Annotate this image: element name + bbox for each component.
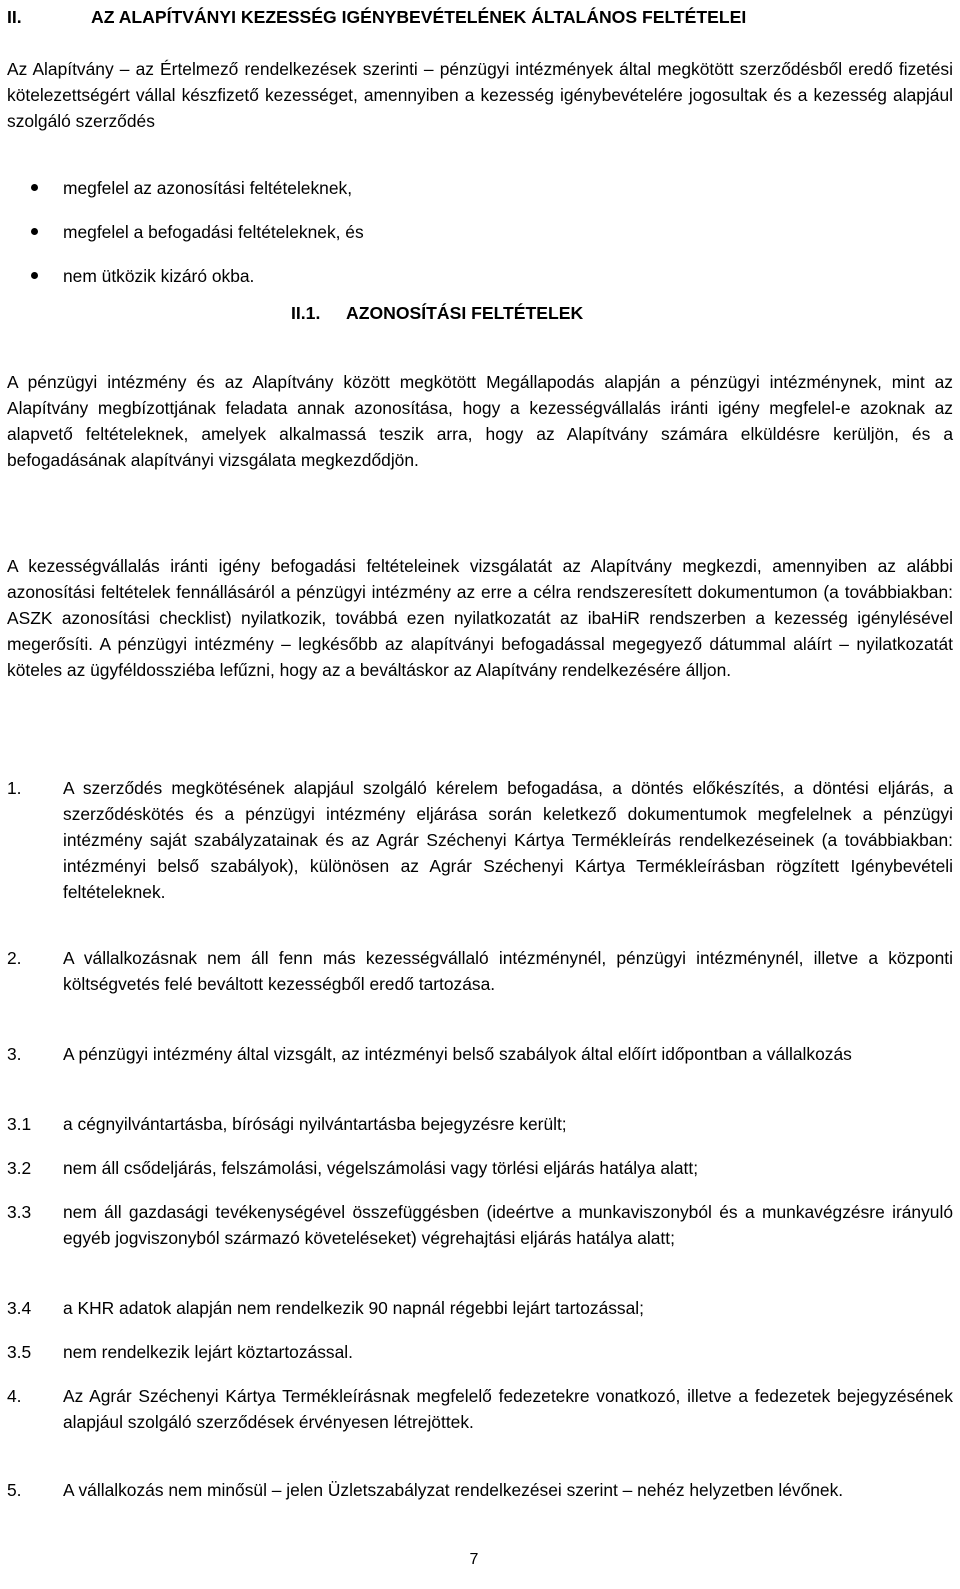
- bullet-icon: [31, 272, 38, 279]
- numbered-item: [7, 1041, 953, 1067]
- numbered-item: [7, 775, 953, 905]
- numbered-item: [7, 1295, 953, 1321]
- item-number: 3.3: [7, 1202, 32, 1222]
- bullet-icon: [31, 184, 38, 191]
- list-item-text: megfelel az azonosítási feltételeknek,: [63, 178, 353, 198]
- numbered-item: [7, 1383, 953, 1435]
- subsection-heading: [291, 300, 583, 326]
- item-number: 3.1: [7, 1114, 32, 1134]
- page-number: 7: [469, 1551, 479, 1568]
- subsection-number: II.1.: [291, 303, 321, 323]
- item-number: 3.: [7, 1044, 22, 1064]
- item-text: A vállalkozás nem minősül – jelen Üzletszabályzat rendelkezései szerint – nehéz helyzetben lévőnek.: [63, 1480, 844, 1500]
- intro-paragraph: Az Alapítvány – az Értelmező rendelkezések szerinti – pénzügyi intézmények által megkötött szerződésből eredő fizetési kötelezettségért vállal készfizető kezességet, amennyiben a kezesség igénybevételére jogosultak és a kezesség alapjául szolgáló szerződés: [7, 59, 953, 131]
- item-text: nem áll gazdasági tevékenységével összefüggésben (ideértve a munkaviszonyból és a munkavégzésre irányuló egyéb jogviszonyból származó követeléseket) végrehajtási eljárás hatálya alatt;: [63, 1202, 953, 1248]
- section-number: II.: [7, 7, 22, 27]
- item-text: nem rendelkezik lejárt köztartozással.: [63, 1342, 353, 1362]
- paragraph: A pénzügyi intézmény és az Alapítvány között megkötött Megállapodás alapján a pénzügyi intézménynek, mint az Alapítvány megbízottjának feladata annak azonosítása, hogy a kezességvállalás iránti igény megfelel-e azoknak az alapvető feltételeknek, amelyek alkalmassá teszik arra, hogy az Alapítvány számára elküldésre kerüljön, és a befogadásának alapítványi vizsgálata megkezdődjön.: [7, 372, 953, 470]
- item-text: a KHR adatok alapján nem rendelkezik 90 napnál régebbi lejárt tartozással;: [63, 1298, 644, 1318]
- numbered-item: [7, 1111, 953, 1137]
- item-number: 5.: [7, 1480, 22, 1500]
- paragraph: A kezességvállalás iránti igény befogadási feltételeinek vizsgálatát az Alapítvány megkezdi, amennyiben az alábbi azonosítási feltételek fennállásáról a pénzügyi intézmény az erre a célra rendszeresített dokumentumon (a továbbiakban: ASZK azonosítási checklist) nyilatkozik, továbbá ezen nyilatkozatát az ibaHiR rendszerben a kezesség igénylésével megerősíti. A pénzügyi intézmény – legkésőbb az alapítványi befogadással megegyező dátummal aláírt – nyilatkozatát köteles az ügyféldossziéba lefűzni, hogy az a beváltáskor az Alapítvány rendelkezésére álljon.: [7, 556, 953, 680]
- item-number: 3.5: [7, 1342, 32, 1362]
- item-text: A vállalkozásnak nem áll fenn más kezességvállaló intézménynél, pénzügyi intézménynél, illetve a központi költségvetés felé beváltott kezességből eredő tartozása.: [63, 948, 953, 994]
- item-number: 3.4: [7, 1298, 32, 1318]
- item-text: a cégnyilvántartásba, bírósági nyilvántartásba bejegyzésre került;: [63, 1114, 567, 1134]
- list-item-text: nem ütközik kizáró okba.: [63, 266, 255, 286]
- numbered-item: [7, 1477, 953, 1503]
- item-number: 1.: [7, 778, 22, 798]
- item-number: 2.: [7, 948, 22, 968]
- section-heading: [7, 6, 952, 28]
- numbered-item: [7, 1155, 953, 1181]
- numbered-item: [7, 945, 953, 997]
- numbered-item: [7, 1199, 953, 1251]
- bullet-icon: [31, 228, 38, 235]
- list-item-text: megfelel a befogadási feltételeknek, és: [63, 222, 364, 242]
- section-title: AZ ALAPÍTVÁNYI KEZESSÉG IGÉNYBEVÉTELÉNEK ÁLTALÁNOS FELTÉTELEI: [91, 7, 747, 27]
- item-text: A pénzügyi intézmény által vizsgált, az intézményi belső szabályok által előírt időpontban a vállalkozás: [63, 1044, 852, 1064]
- list-item: [0, 166, 900, 210]
- item-text: Az Agrár Széchenyi Kártya Termékleírásnak megfelelő fedezetekre vonatkozó, illetve a fedezetek bejegyzésének alapjául szolgáló szerződések érvényesen létrejöttek.: [63, 1386, 953, 1432]
- numbered-item: [7, 1339, 953, 1365]
- list-item: [0, 210, 900, 254]
- item-text: nem áll csődeljárás, felszámolási, végelszámolási vagy törlési eljárás hatálya alatt;: [63, 1158, 699, 1178]
- subsection-title: AZONOSÍTÁSI FELTÉTELEK: [346, 303, 584, 323]
- item-number: 4.: [7, 1386, 22, 1406]
- conditions-list: [0, 166, 900, 298]
- item-number: 3.2: [7, 1158, 32, 1178]
- item-text: A szerződés megkötésének alapjául szolgáló kérelem befogadása, a döntés előkészítés, a döntési eljárás, a szerződéskötés és a pénzügyi intézmény eljárása során keletkező dokumentumok megfelelnek a pénzügyi intézmény saját szabályzatainak és az Agrár Széchenyi Kártya Termékleírás rendelkezéseinek (a továbbiakban: intézményi belső szabályok), különösen az Agrár Széchenyi Kártya Termékleírásban rögzített Igénybevételi feltételeknek.: [63, 778, 953, 902]
- list-item: [0, 254, 900, 298]
